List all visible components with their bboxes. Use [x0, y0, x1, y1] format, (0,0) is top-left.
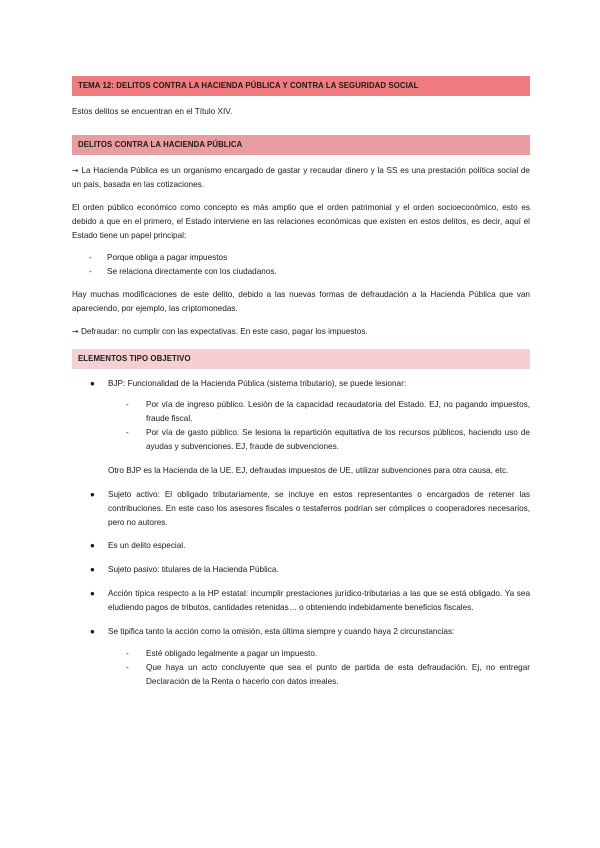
list-item-text: Por vía de gasto público. Se lesiona la repartición equitativa de los recursos públicos, haciendo uso de ayudas y subvenciones. EJ, fraude de subvenciones.	[146, 428, 530, 451]
bullet-icon: ●	[90, 490, 95, 499]
dash-mark: -	[126, 649, 129, 658]
defraudar-text: Defraudar: no cumplir con las expectativas. En este caso, pagar los impuestos.	[80, 327, 368, 336]
defraudar-paragraph	[72, 325, 530, 339]
orden-publico-paragraph: El orden público económico como concepto es más amplio que el orden patrimonial y el orden socioeconómico, esto es debido a que en el primero, el Estado interviene en las relaciones económicas que existen en estos delitos, es decir, aquí el Estado tiene un papel principal:	[72, 203, 530, 240]
arrow-icon: ➞	[72, 166, 79, 175]
list-item-text: Se relaciona directamente con los ciudadanos.	[107, 267, 277, 276]
dash-mark: -	[89, 267, 92, 276]
list-item	[72, 661, 530, 689]
dash-mark: -	[89, 253, 92, 262]
bullet-icon: ●	[90, 565, 95, 574]
bjp-sublist	[72, 398, 530, 454]
tipifica-sublist	[72, 647, 530, 689]
sujeto-activo-text: Sujeto activo: El obligado tributariamente, se incluye en estos representantes o encargados de retener las contribuciones. En este caso los asesores fiscales o testaferros podrían ser cómplices o cooperadores necesarios, pero no autores.	[108, 490, 530, 527]
list-item	[72, 647, 530, 661]
sujeto-pasivo-text: Sujeto pasivo: titulares de la Hacienda Pública.	[108, 565, 279, 574]
hacienda-text: La Hacienda Pública es un organismo encargado de gastar y recaudar dinero y la SS es una prestación política social de un país, basada en las cotizaciones.	[72, 166, 530, 189]
list-item	[72, 563, 530, 577]
document-title: TEMA 12: DELITOS CONTRA LA HACIENDA PÚBLICA Y CONTRA LA SEGURIDAD SOCIAL	[72, 76, 530, 96]
bjp-text: BJP: Funcionalidad de la Hacienda Pública (sistema tributario), se puede lesionar:	[108, 379, 407, 388]
bullet-icon: ●	[90, 589, 95, 598]
list-item	[72, 488, 530, 530]
list-item-text: Que haya un acto concluyente que sea el punto de partida de esta defraudación. Ej, no entregar Declaración de la Renta o hacerlo con datos irreales.	[146, 663, 530, 686]
list-item	[72, 426, 530, 454]
list-item-text: Porque obliga a pagar impuestos	[107, 253, 228, 262]
list-item	[72, 539, 530, 553]
dash-mark: -	[126, 400, 129, 409]
bullet-icon: ●	[90, 379, 95, 388]
hacienda-paragraph	[72, 164, 530, 192]
modificaciones-paragraph: Hay muchas modificaciones de este delito, debido a las nuevas formas de defraudación a la Hacienda Pública que van apareciendo, por ejemplo, las criptomonedas.	[72, 290, 530, 313]
document-page	[72, 76, 530, 689]
accion-text: Acción típica respecto a la HP estatal: incumplir prestaciones jurídico-tributarias a las que se está obligado. Ya sea eludiendo pagos de tributos, cantidades retenidas… o obteniendo indebidamente beneficios fiscales.	[108, 589, 530, 612]
tipifica-text: Se tipifica tanto la acción como la omisión, esta última siempre y cuando haya 2 circunstancias:	[108, 627, 455, 636]
bullet-icon: ●	[90, 541, 95, 550]
dash-list	[72, 251, 530, 279]
list-item-text: Esté obligado legalmente a pagar un impuesto.	[146, 649, 318, 658]
list-item	[72, 398, 530, 426]
list-item	[72, 251, 530, 265]
bullet-icon: ●	[90, 627, 95, 636]
section-heading-hacienda: DELITOS CONTRA LA HACIENDA PÚBLICA	[72, 135, 530, 155]
dash-mark: -	[126, 428, 129, 437]
section-heading-elementos: ELEMENTOS TIPO OBJETIVO	[72, 349, 530, 369]
list-item	[72, 377, 530, 391]
bjp-note: Otro BJP es la Hacienda de la UE. EJ, defraudas impuestos de UE, utilizar subvenciones para otra causa, etc.	[108, 466, 509, 475]
list-item-text: Por vía de ingreso público. Lesión de la capacidad recaudatoria del Estado. EJ, no pagando impuestos, fraude fiscal.	[146, 400, 530, 423]
list-item	[72, 587, 530, 615]
arrow-icon: ➞	[72, 327, 79, 336]
list-item	[72, 625, 530, 639]
dash-mark: -	[126, 663, 129, 672]
delito-especial-text: Es un delito especial.	[108, 541, 186, 550]
intro-paragraph: Estos delitos se encuentran en el Título XIV.	[72, 107, 233, 116]
list-item	[72, 265, 530, 279]
